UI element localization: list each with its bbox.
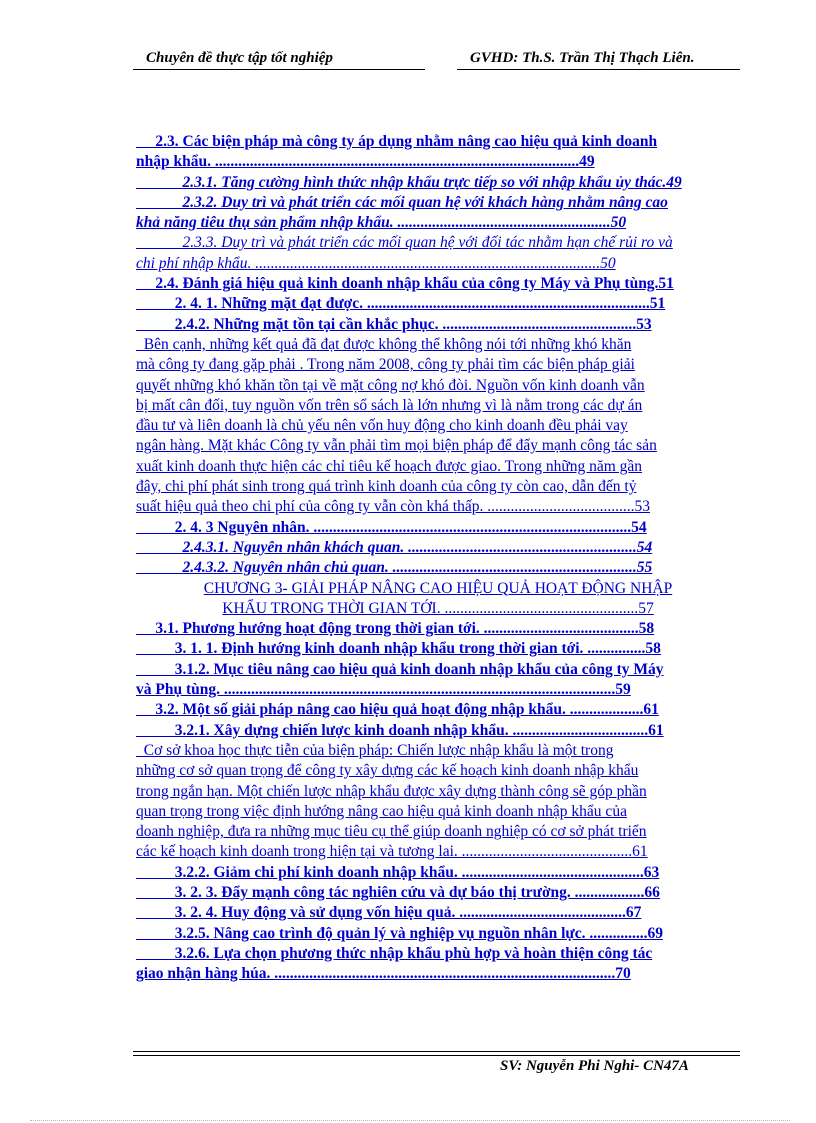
toc-line[interactable]: quan trọng trong việc định hướng nâng cao hiệu quả kinh doanh nhập khẩu của (136, 802, 627, 820)
toc-line[interactable]: 3.2.5. Nâng cao trình độ quản lý và nghiệp vụ nguồn nhân lực. ...............69 (136, 924, 663, 942)
toc-line[interactable]: 2.4.3.2. Nguyên nhân chủ quan. ...............................................................55 (136, 559, 653, 577)
toc-line[interactable]: đầu tư và liên doanh là chủ yếu nên vốn huy động cho kinh doanh đều phải vay (136, 417, 628, 435)
toc-line[interactable]: 3. 2. 3. Đẩy mạnh công tác nghiên cứu và dự báo thị trường. ..................66 (136, 883, 660, 901)
toc-line[interactable]: 3. 2. 4. Huy động và sử dụng vốn hiệu quả. ...........................................67 (136, 904, 642, 922)
toc-line[interactable]: những cơ sở quan trọng để công ty xây dựng các kế hoạch kinh doanh nhập khẩu (136, 762, 639, 780)
header-right-advisor: GVHD: Th.S. Trần Thị Thạch Liên. (470, 50, 695, 66)
page-bottom-dotted-border (30, 1120, 790, 1121)
toc-line[interactable]: 2.3.1. Tăng cường hình thức nhập khẩu trực tiếp so với nhập khẩu ủy thác.49 (136, 173, 682, 191)
toc-line[interactable]: CHƯƠNG 3- GIẢI PHÁP NÂNG CAO HIỆU QUẢ HOẠT ĐỘNG NHẬP (203, 579, 673, 597)
header-underline-left (133, 69, 425, 70)
toc-line[interactable]: trong ngắn hạn. Một chiến lược nhập khẩu được xây dựng thành công sẽ góp phần (136, 782, 647, 800)
toc-line[interactable]: 3. 1. 1. Định hướng kinh doanh nhập khẩu trong thời gian tới. ...............58 (136, 640, 661, 658)
toc-line[interactable]: quyết những khó khăn tồn tại về mặt công nợ khó đòi. Nguồn vốn kinh doanh vẫn (136, 376, 645, 394)
header-left-title: Chuyên đề thực tập tốt nghiệp (146, 50, 333, 66)
toc-line[interactable]: khả năng tiêu thụ sản phẩm nhập khẩu. .......................................................50 (136, 214, 627, 232)
toc-line[interactable]: 3.2.6. Lựa chọn phương thức nhập khẩu phù hợp và hoàn thiện công tác (136, 944, 653, 962)
toc-line[interactable]: giao nhận hàng húa. ........................................................................................70 (136, 965, 631, 983)
toc-line[interactable]: Bên cạnh, những kết quả đã đạt được không thể không nói tới những khó khăn (136, 335, 632, 353)
toc-line[interactable]: 2.4.3.1. Nguyên nhân khách quan. ...........................................................54 (136, 538, 653, 556)
toc-line[interactable]: mà công ty đang gặp phải . Trong năm 2008, công ty phải tìm các biện pháp giải (136, 356, 635, 374)
footer-student: SV: Nguyễn Phi Nghi- CN47A (500, 1058, 689, 1074)
toc-line[interactable]: Cơ sở khoa học thực tiễn của biện pháp: Chiến lược nhập khẩu là một trong (136, 741, 614, 759)
toc-line[interactable]: 2.4.2. Những mặt tồn tại cần khắc phục. ..................................................53 (136, 315, 652, 333)
toc-line[interactable]: 2. 4. 3 Nguyên nhân. ..................................................................................54 (136, 518, 647, 536)
table-of-contents (136, 132, 740, 984)
toc-line[interactable]: 2.3.2. Duy trì và phát triển các mối quan hệ với khách hàng nhằm nâng cao (136, 193, 668, 211)
toc-line[interactable]: chi phí nhập khẩu. .........................................................................................50 (136, 254, 616, 272)
toc-line[interactable]: 2.4. Đánh giá hiệu quả kinh doanh nhập khẩu của công ty Máy và Phụ tùng.51 (136, 275, 674, 293)
toc-line[interactable]: 2. 4. 1. Những mặt đạt được. .........................................................................51 (136, 295, 666, 313)
toc-line[interactable]: nhập khẩu. ..............................................................................................49 (136, 153, 595, 171)
footer-rule-bottom (133, 1055, 740, 1056)
toc-line[interactable]: 3.1.2. Mục tiêu nâng cao hiệu quả kinh doanh nhập khẩu của công ty Máy (136, 660, 664, 678)
toc-line[interactable]: doanh nghiệp, đưa ra những mục tiêu cụ thể giúp doanh nghiệp có cơ sở phát triển (136, 823, 647, 841)
toc-line[interactable]: 3.2.1. Xây dựng chiến lược kinh doanh nhập khẩu. ...................................61 (136, 721, 664, 739)
toc-line[interactable]: 3.2.2. Giảm chi phí kinh doanh nhập khẩu. ...............................................63 (136, 863, 660, 881)
toc-line[interactable]: và Phụ tùng. .....................................................................................................59 (136, 681, 631, 699)
toc-line[interactable]: xuất kinh doanh thực hiện các chỉ tiêu kế hoạch được giao. Trong những năm gần (136, 457, 643, 475)
toc-line[interactable]: các kế hoạch kinh doanh trong hiện tại và tương lai. ............................................61 (136, 843, 648, 861)
toc-line[interactable]: KHẨU TRONG THỜI GIAN TỚI. ..................................................57 (222, 599, 654, 617)
toc-line[interactable]: 3.2. Một số giải pháp nâng cao hiệu quả hoạt động nhập khẩu. ...................61 (136, 701, 659, 719)
footer-rule-top (133, 1051, 740, 1052)
toc-line[interactable]: 2.3.3. Duy trì và phát triển các mối quan hệ với đối tác nhằm hạn chế rủi ro và (136, 234, 673, 252)
toc-line[interactable]: suất hiệu quả theo chi phí của công ty vẫn còn khá thấp. ......................................53 (136, 498, 650, 516)
toc-line[interactable]: ngân hàng. Mặt khác Công ty vẫn phải tìm mọi biện pháp để đẩy mạnh công tác sản (136, 437, 657, 455)
toc-line[interactable]: bị mất cân đối, tuy nguồn vốn trên sổ sách là lớn nhưng vì là nằm trong các dự án (136, 396, 643, 414)
toc-line[interactable]: 3.1. Phương hướng hoạt động trong thời gian tới. ........................................58 (136, 620, 655, 638)
toc-line[interactable]: đây, chi phí phát sinh trong quá trình kinh doanh của công ty còn cao, dẫn đến tỷ (136, 478, 637, 496)
toc-line[interactable]: 2.3. Các biện pháp mà công ty áp dụng nhằm nâng cao hiệu quả kinh doanh (136, 133, 658, 150)
header-underline-right (457, 69, 740, 70)
